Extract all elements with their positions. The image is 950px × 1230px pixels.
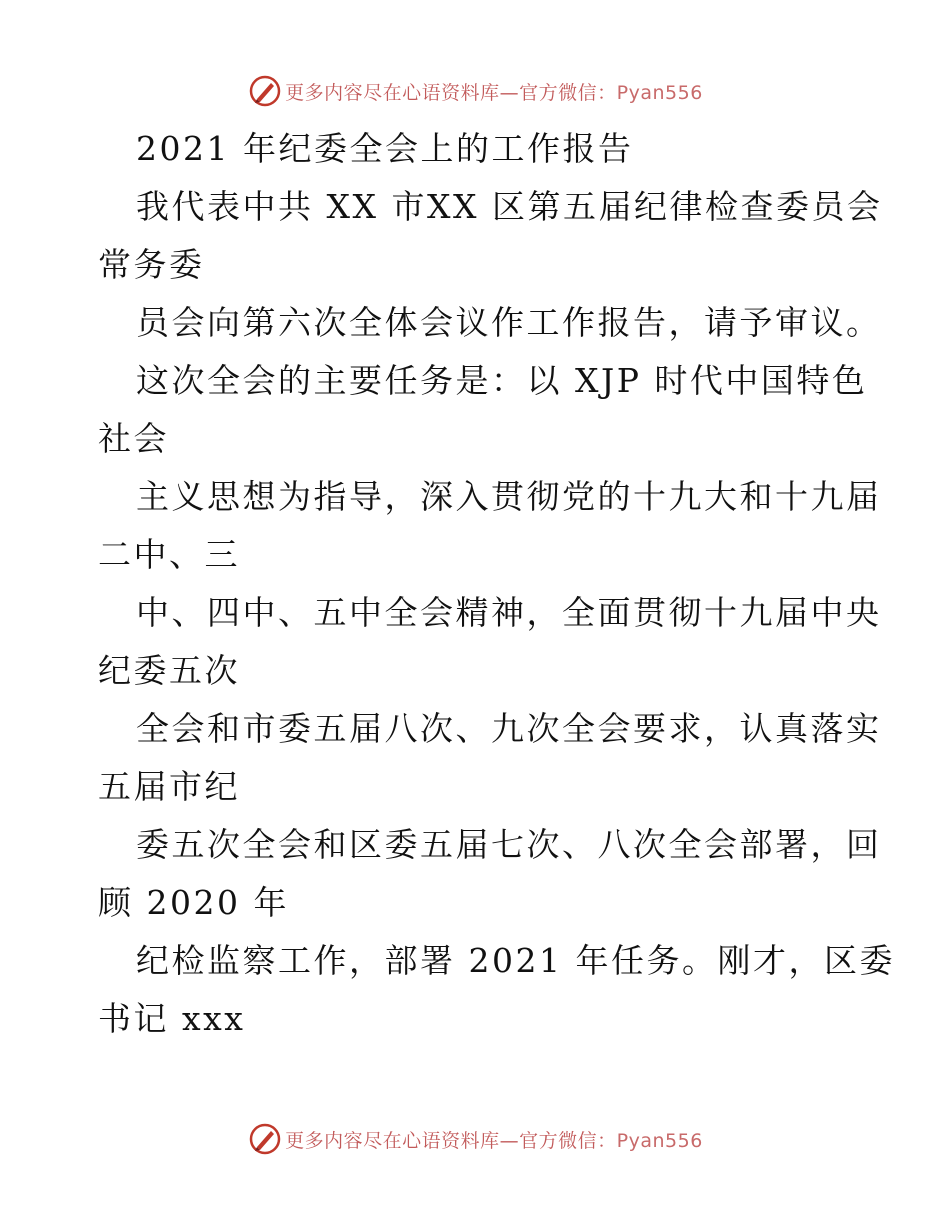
- paragraph-line: 纪委五次: [98, 651, 240, 690]
- paragraph-line: 二中、三: [98, 535, 240, 574]
- paragraph-line: 社会: [98, 419, 169, 458]
- paragraph-line: 我代表中共 XX 市XX 区第五届纪律检查委员会: [136, 187, 883, 226]
- watermark-wechat-id: Pyan556: [616, 1129, 703, 1152]
- paragraph-line: 这次全会的主要任务是：以 XJP 时代中国特色: [136, 361, 868, 400]
- watermark-text: [285, 78, 703, 105]
- paragraph-line: 主义思想为指导，深入贯彻党的十九大和十九届: [136, 477, 882, 516]
- paragraph-line: 员会向第六次全体会议作工作报告，请予审议。: [136, 303, 882, 342]
- paragraph-line: 顾 2020 年: [98, 883, 289, 922]
- footer-watermark: [0, 1119, 950, 1159]
- header-watermark: [0, 71, 950, 111]
- paragraph-line: 纪检监察工作，部署 2021 年任务。刚才，区委: [136, 941, 895, 980]
- paragraph-line: 五届市纪: [98, 767, 240, 806]
- paragraph-line: 中、四中、五中全会精神，全面贯彻十九届中央: [136, 593, 882, 632]
- pen-logo-icon: [247, 1121, 283, 1157]
- watermark-prefix: 更多内容尽在心语资料库—官方微信：: [285, 1129, 617, 1152]
- paragraph-line: 书记 xxx: [98, 999, 246, 1038]
- watermark-text: [285, 1126, 703, 1153]
- pen-logo-icon: [247, 73, 283, 109]
- watermark-wechat-id: Pyan556: [616, 81, 703, 104]
- paragraph-line: 全会和市委五届八次、九次全会要求，认真落实: [136, 709, 882, 748]
- paragraph-line: 常务委: [98, 245, 205, 284]
- watermark-prefix: 更多内容尽在心语资料库—官方微信：: [285, 81, 617, 104]
- document-body: [98, 120, 895, 1048]
- paragraph-line: 委五次全会和区委五届七次、八次全会部署，回: [136, 825, 882, 864]
- document-title: 2021 年纪委全会上的工作报告: [136, 129, 634, 168]
